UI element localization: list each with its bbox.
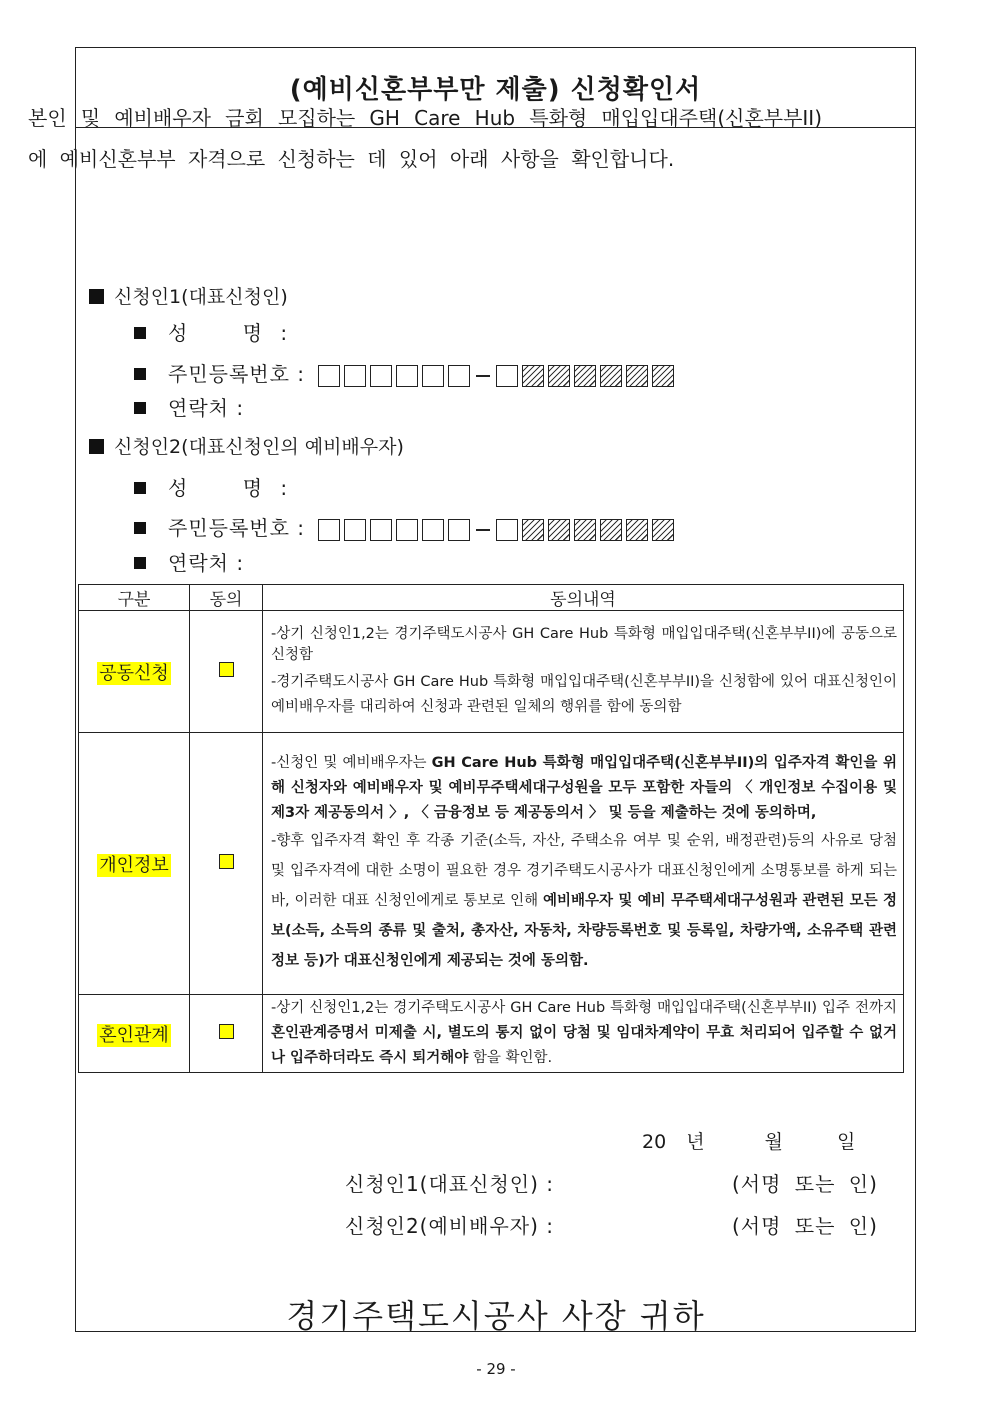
square-bullet-icon <box>89 439 104 454</box>
details-bold-text: 예비배우자 및 예비 무주택세대구성원과 관련된 모든 정보(소득, 소득의 종류 및 출처, 총자산, 자동차, 차량등록번호 및 등록일, 차량가액, 소유주택 관련 정보 등)가 대표신청인에게 제공되는 것에 동의함. <box>271 893 897 969</box>
details-text: -경기주택도시공사 GH Care Hub 특화형 매입입대주택(신혼부부II)을 신청함에 있어 대표신청인이 예비배우자를 대리하여 신청과 관련된 일체의 행위를 함에 동의함 <box>271 673 897 715</box>
table-row <box>79 733 904 995</box>
details-bold-text: GH Care Hub 특화형 매입입대주택(신혼부부II)의 입주자격 확인을 위해 신청자와 예비배우자 및 예비무주택세대구성원을 모두 포함한 자들의 〈 개인정보 수집이용 및 제3자 제공동의서 〉, 〈 금융정보 등 제공동의서 〉 및 등을 제출하는 것에 동의하며, <box>271 755 897 821</box>
details-cell <box>263 611 904 733</box>
category-marriage: 혼인관계 <box>99 1024 169 1046</box>
table-row <box>79 995 904 1073</box>
agree-cell <box>190 611 263 733</box>
applicant2-rrn-row <box>134 512 678 541</box>
details-text: -향후 입주자격 확인 후 각종 기준(소득, 자산, 주택소유 여부 및 순위, 배정관련)등의 사유로 당첨 및 입주자격에 대한 소명이 필요한 경우 경기주택도시공사가 대표신청인에게 소명통보를 하게 되는바, 이러한 대표 신청인에게로 통보로 인해 <box>271 833 897 909</box>
square-bullet-icon <box>134 482 146 494</box>
page-title: (예비신혼부부만 제출) 신청확인서 <box>289 75 702 105</box>
details-bold-text: 혼인관계증명서 미제출 시, 별도의 통지 없이 당첨 및 임대차계약이 무효 처리되어 입주할 수 없거나 입주하더라도 즉시 퇴거해야 <box>271 1025 897 1066</box>
signature-label-1: 신청인1(대표신청인) : <box>345 1172 554 1196</box>
contact-label: 연락처 : <box>168 396 245 420</box>
month-label: 월 <box>764 1131 783 1153</box>
name-label: 성 명 : <box>168 321 294 345</box>
square-bullet-icon <box>89 289 104 304</box>
applicant1-contact-row <box>134 392 244 421</box>
rrn-input-boxes[interactable] <box>318 365 678 387</box>
intro-paragraph: 본인 및 예비배우자 금회 모집하는 GH Care Hub 특화형 매입입대주택(신혼부부II)에 예비신혼부부 자격으로 신청하는 데 있어 아래 사항을 확인합니다. <box>28 106 822 171</box>
applicant1-heading: 신청인1(대표신청인) <box>89 282 288 309</box>
signature-note-2[interactable]: (서명 또는 인) <box>732 1214 878 1238</box>
square-bullet-icon <box>134 327 146 339</box>
year-prefix: 20 <box>642 1131 667 1153</box>
year-label: 년 <box>686 1131 705 1153</box>
agree-cell <box>190 995 263 1073</box>
details-text: 함을 확인함. <box>468 1050 553 1066</box>
consent-table <box>78 584 904 1073</box>
details-cell <box>263 995 904 1073</box>
marriage-agree-checkbox[interactable] <box>219 1024 234 1039</box>
day-label: 일 <box>837 1131 856 1153</box>
applicant2-name-row <box>134 472 293 501</box>
privacy-agree-checkbox[interactable] <box>219 854 234 869</box>
header-details: 동의내역 <box>263 585 904 611</box>
signature-label-2: 신청인2(예비배우자) : <box>345 1214 554 1238</box>
details-text: -신청인 및 예비배우자는 <box>271 755 432 771</box>
square-bullet-icon <box>134 557 146 569</box>
page-number: - 29 - <box>476 1360 516 1378</box>
joint-agree-checkbox[interactable] <box>219 662 234 677</box>
table-header-row <box>79 585 904 611</box>
header-category: 구분 <box>79 585 190 611</box>
details-text: -상기 신청인1,2는 경기주택도시공사 GH Care Hub 특화형 매입입대주택(신혼부부II) 입주 전까지 <box>271 1000 897 1016</box>
category-privacy: 개인정보 <box>99 854 169 876</box>
agree-cell <box>190 733 263 995</box>
square-bullet-icon <box>134 368 146 380</box>
square-bullet-icon <box>134 402 146 414</box>
category-cell <box>79 611 190 733</box>
category-joint: 공동신청 <box>99 662 169 684</box>
square-bullet-icon <box>134 522 146 534</box>
category-cell <box>79 995 190 1073</box>
applicant2-contact-row <box>134 547 244 576</box>
closing-addressee: 경기주택도시공사 사장 귀하 <box>286 1297 706 1335</box>
table-row <box>79 611 904 733</box>
details-text: -상기 신청인1,2는 경기주택도시공사 GH Care Hub 특화형 매입입대주택(신혼부부II)에 공동으로 신청함 <box>271 625 897 663</box>
rrn-input-boxes[interactable] <box>318 519 678 541</box>
category-cell <box>79 733 190 995</box>
name-label: 성 명 : <box>168 476 294 500</box>
details-cell <box>263 733 904 995</box>
signature-note-1[interactable]: (서명 또는 인) <box>732 1172 878 1196</box>
contact-label: 연락처 : <box>168 551 245 575</box>
applicant1-name-row <box>134 317 293 346</box>
applicant1-rrn-row <box>134 358 678 387</box>
applicant2-heading: 신청인2(대표신청인의 예비배우자) <box>89 432 404 459</box>
rrn-label: 주민등록번호 : <box>168 362 306 386</box>
header-agree: 동의 <box>190 585 263 611</box>
rrn-label: 주민등록번호 : <box>168 516 306 540</box>
date-line <box>642 1127 855 1154</box>
